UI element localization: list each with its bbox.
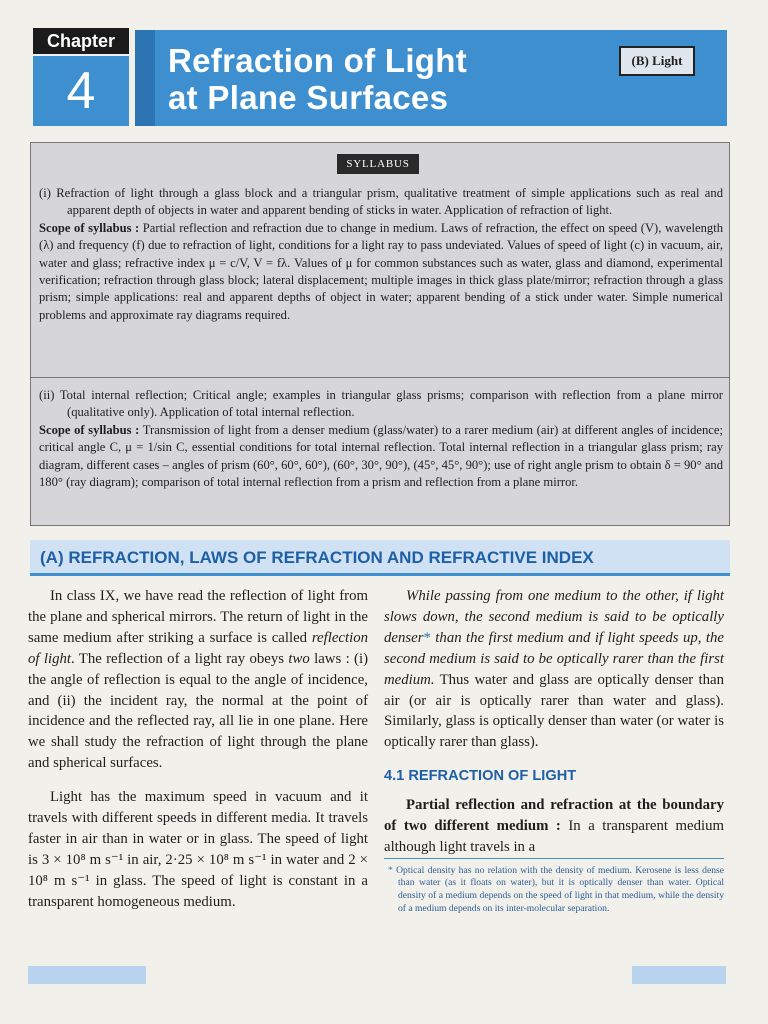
paragraph <box>28 586 368 774</box>
scope-label: Scope of syllabus : <box>39 422 140 437</box>
syllabus-box <box>30 142 730 526</box>
paragraph <box>384 586 724 753</box>
footnote-text: Optical density has no relation with the density of medium. Kerosene is less dense than water (as it floats on water), but it is optically denser than water. Optical density of a medium depends on the speed of light in that medium, while the density of a medium depends on its inter-molecular separation. <box>392 864 724 914</box>
chapter-number: 4 <box>33 56 129 126</box>
footnote-marker: * <box>388 864 393 876</box>
emphasis: reflection of light <box>28 629 368 667</box>
syllabus-tag: SYLLABUS <box>337 154 419 174</box>
chapter-label: Chapter <box>33 28 129 54</box>
chapter-title-line2: at Plane Surfaces <box>168 79 449 116</box>
chapter-title-line1: Refraction of Light <box>168 42 468 79</box>
paragraph <box>384 795 724 858</box>
title-band <box>135 30 727 126</box>
text-run: In class IX, we have read the reflection of light from the plane and spherical mirrors. The return of light in the same medium after striking a surface is called <box>28 588 368 646</box>
text-run: . The reflection of a light ray obeys <box>71 650 289 667</box>
footer-decoration-right <box>632 966 726 984</box>
syllabus-part-2 <box>39 387 723 491</box>
footnote <box>384 858 724 915</box>
right-column <box>384 586 724 915</box>
syllabus-divider <box>31 377 729 378</box>
section-heading: (A) REFRACTION, LAWS OF REFRACTION AND REFRACTIVE INDEX <box>30 540 730 576</box>
text-run: laws : (i) the angle of reflection is equal to the angle of incidence, and (ii) the incident ray, the normal at the point of incidence and the reflected ray, all lie in one plane. Here we shall study the refraction of light through the plane and spherical surfaces. <box>28 650 368 772</box>
emphasis: than the first medium and if light speeds up, the second medium is said to be optically rarer than the first medium. <box>384 629 724 688</box>
left-column <box>28 586 368 913</box>
scope-text: Partial reflection and refraction due to change in medium. Laws of refraction, the effect on speed (V), wavelength (λ) and frequency (f) due to refraction of light, conditions for a light ray to pass undeviated. Values of speed of light (c) in vacuum, air, water and glass; refractive index μ = c/V, V = fλ. Values of μ for common substances such as water, glass and diamond, experimental verification; refraction through glass block; lateral displacement; multiple images in thick glass plate/mirror; refraction through a glass prism; simple applications: real and apparent depths of object in water; apparent bending of a stick under water. Simple numerical problems and approximate ray diagrams required. <box>39 220 723 322</box>
subsection-heading: 4.1 REFRACTION OF LIGHT <box>384 768 577 785</box>
scope-label: Scope of syllabus : <box>39 220 140 235</box>
text-run: In a transparent medium although light travels in a <box>384 818 724 855</box>
syllabus-part-2-point: (ii) Total internal reflection; Critical angle; examples in triangular glass prisms; comparison with reflection from a plane mirror (qualitative only). Application of total internal reflection. <box>39 388 723 420</box>
syllabus-part-1-scope <box>39 220 723 324</box>
paragraph: Light has the maximum speed in vacuum and it travels with different speeds in different media. It travels faster in air than in water or in glass. The speed of light is 3 × 10⁸ m s⁻¹ in air, 2·25 × 10⁸ m s⁻¹ in water and 2 × 10⁸ m s⁻¹ in glass. The speed of light is constant in a transparent homogeneous medium. <box>28 789 368 910</box>
emphasis: two <box>288 650 310 667</box>
unit-badge: (B) Light <box>619 46 695 76</box>
bold-text: Partial reflection and refraction at the boundary of two different medium : <box>384 797 724 835</box>
footnote-marker: * <box>423 629 431 646</box>
syllabus-part-2-scope <box>39 422 723 492</box>
syllabus-part-1-point: (i) Refraction of light through a glass block and a triangular prism, qualitative treatment of simple applications such as real and apparent depth of objects in water and apparent bending of sticks in water. Application of refraction of light. <box>39 186 723 218</box>
text-run: Thus water and glass are optically denser than air (or air is optically rarer than water and glass). Similarly, glass is optically denser than water (or water is optically rarer than glass). <box>384 671 724 751</box>
scope-text: Transmission of light from a denser medium (glass/water) to a rarer medium (air) at different angles of incidence; critical angle C, μ = 1/sin C, essential conditions for total internal reflection. Total internal reflection in a triangular glass prism; ray diagram, different cases – angles of prism (60°, 60°, 60°), (60°, 30°, 90°), (45°, 45°, 90°); use of right angle prism to obtain δ = 90° and 180° (ray diagram); comparison of total internal reflection from a prism and reflection from a plane mirror. <box>39 422 723 490</box>
chapter-title <box>168 42 608 116</box>
emphasis: While passing from one medium to the other, if light slows down, the second medium is said to be optically denser <box>384 588 724 646</box>
footer-decoration-left <box>28 966 146 984</box>
syllabus-part-1 <box>39 185 723 324</box>
